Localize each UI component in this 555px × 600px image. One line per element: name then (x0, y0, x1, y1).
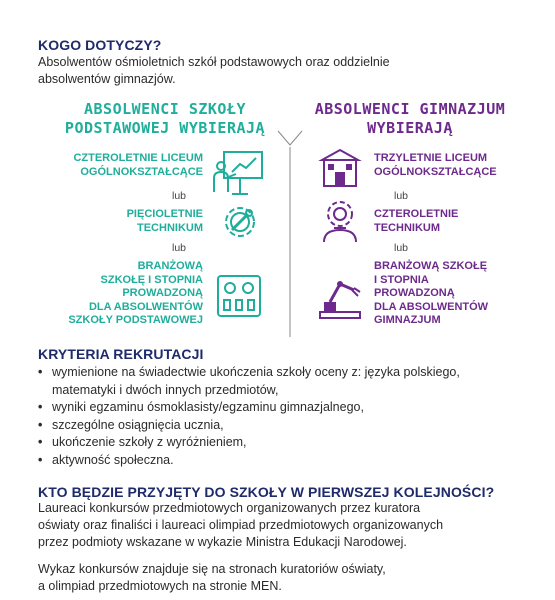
right-option-branzowa-line-3: PROWADZONĄ (374, 287, 455, 299)
left-option-branzowa-line-5: SZKOŁY PODSTAWOWEJ (68, 314, 203, 326)
note-line-2: a olimpiad przedmiotowych na stronie MEN. (38, 579, 282, 593)
priority-line-2: oświaty oraz finaliści i laureaci olimpiad przedmiotowych organizowanych (38, 518, 444, 532)
left-heading-line-2: PODSTAWOWEJ WYBIERAJĄ (64, 119, 266, 137)
left-option-technikum-line-1: PIĘCIOLETNIE (126, 208, 203, 220)
criteria-list (38, 364, 538, 470)
criteria-item-honors: • ukończenie szkoły z wyróżnieniem, (38, 434, 538, 452)
right-option-liceum-line-1: TRZYLETNIE LICEUM (374, 152, 488, 164)
robot-arm-icon (314, 272, 366, 324)
section-title-priority: KTO BĘDZIE PRZYJĘTY DO SZKOŁY W PIERWSZEJ KOLEJNOŚCI? (38, 484, 495, 500)
gear-wrench-icon (216, 200, 266, 246)
left-column-heading (40, 100, 290, 138)
criteria-item-social: • aktywność społeczna. (38, 452, 538, 470)
criteria-item-grades: • wymienione na świadectwie ukończenia szkoły oceny z: języka polskiego, (38, 364, 538, 382)
presentation-teacher-icon (212, 148, 266, 198)
left-option-branzowa (45, 260, 203, 328)
right-option-branzowa-line-4: DLA ABSOLWENTÓW (374, 300, 489, 313)
right-lub-1: lub (394, 190, 409, 202)
right-option-branzowa-line-2: I STOPNIA (374, 273, 429, 286)
priority-note (38, 561, 386, 595)
section-intro-text (38, 54, 390, 88)
left-option-branzowa-line-2: SZKOŁĘ I STOPNIA (100, 273, 203, 286)
criteria-item-grades-cont: matematyki i dwóch innych przedmiotów, (52, 382, 279, 397)
worker-gear-icon (318, 198, 364, 246)
school-building-icon (318, 146, 364, 192)
right-heading-line-2: WYBIERAJĄ (367, 119, 453, 137)
right-heading-line-1: ABSOLWENCI GIMNAZJUM (314, 100, 506, 118)
criteria-item-exam: • wyniki egzaminu ósmoklasisty/egzaminu gimnazjalnego, (38, 399, 538, 417)
right-option-liceum-line-2: OGÓLNOKSZTAŁCĄCE (374, 165, 497, 178)
left-option-liceum (55, 152, 203, 179)
column-divider (270, 125, 310, 340)
left-option-liceum-line-1: CZTEROLETNIE LICEUM (73, 152, 203, 164)
section-title-kryteria: KRYTERIA REKRUTACJI (38, 346, 204, 362)
right-option-branzowa-line-1: BRANŻOWĄ SZKOŁĘ (374, 260, 488, 272)
right-column-heading (290, 100, 530, 138)
left-lub-2: lub (172, 242, 187, 254)
priority-line-3: przez podmioty wskazane w wykazie Ministra Edukacji Narodowej. (38, 535, 407, 549)
left-option-branzowa-line-4: DLA ABSOLWENTÓW (88, 300, 203, 313)
right-option-technikum-line-1: CZTEROLETNIE (374, 208, 459, 220)
left-option-branzowa-line-1: BRANŻOWĄ (137, 260, 203, 272)
right-option-liceum (374, 152, 534, 179)
note-line-1: Wykaz konkursów znajduje się na stronach kuratoriów oświaty, (38, 562, 386, 576)
left-option-technikum (55, 208, 203, 235)
left-lub-1: lub (172, 190, 187, 202)
priority-line-1: Laureaci konkursów przedmiotowych organizowanych przez kuratora (38, 501, 421, 515)
control-panel-icon (214, 272, 266, 324)
right-option-technikum (374, 208, 534, 235)
intro-line-1: Absolwentów ośmioletnich szkół podstawowych oraz oddzielnie (38, 55, 390, 69)
right-option-technikum-line-2: TECHNIKUM (374, 221, 440, 234)
right-option-branzowa-line-5: GIMNAZJUM (374, 314, 441, 326)
intro-line-2: absolwentów gimnazjów. (38, 72, 176, 86)
left-option-liceum-line-2: OGÓLNOKSZTAŁCĄCE (80, 165, 203, 178)
left-option-branzowa-line-3: PROWADZONĄ (122, 287, 203, 299)
right-lub-2: lub (394, 242, 409, 254)
section-title-kogo-dotyczy: KOGO DOTYCZY? (38, 37, 162, 53)
right-option-branzowa (374, 260, 534, 328)
priority-text (38, 500, 443, 551)
criteria-item-achievements: • szczególne osiągnięcia ucznia, (38, 417, 538, 435)
left-heading-line-1: ABSOLWENCI SZKOŁY (83, 100, 247, 118)
left-option-technikum-line-2: TECHNIKUM (137, 221, 203, 234)
